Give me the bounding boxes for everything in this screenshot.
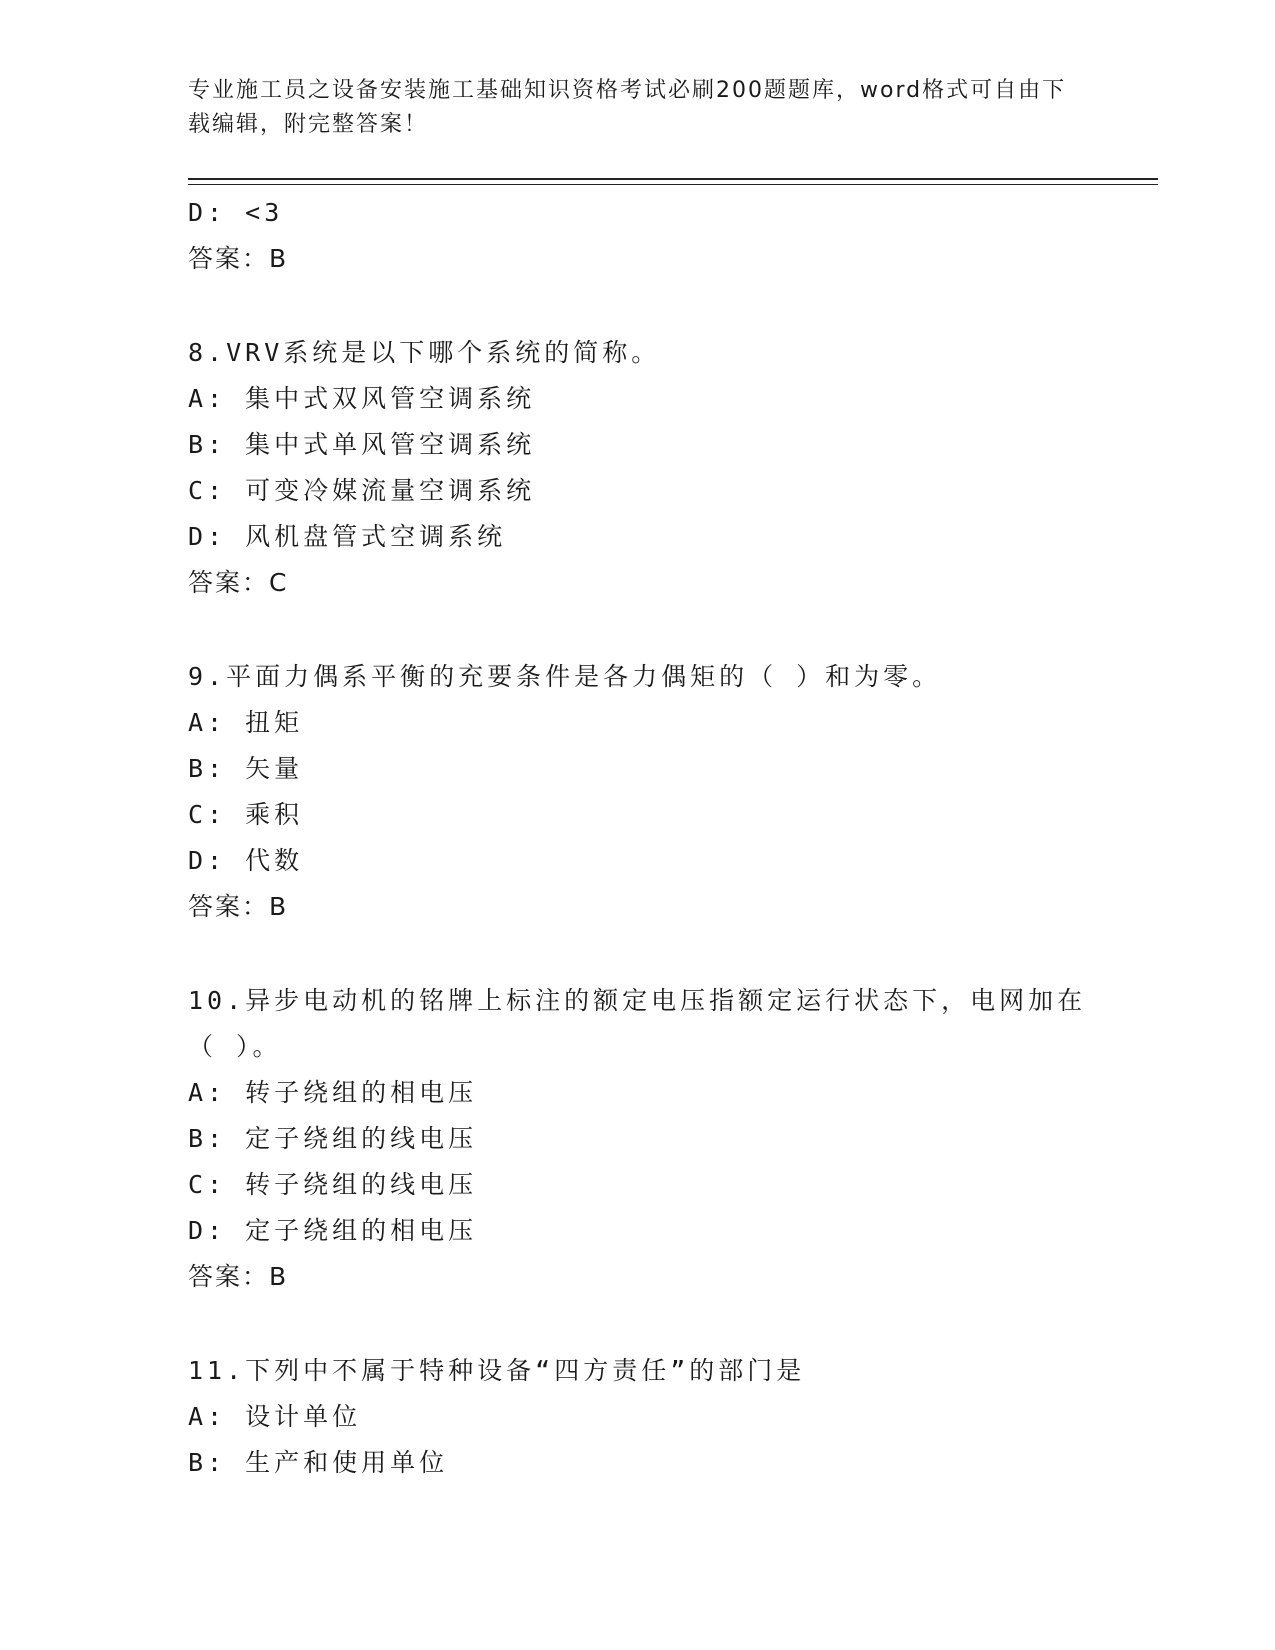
option-b: B: 生产和使用单位	[188, 1448, 449, 1477]
question-text-line-1: 10.异步电动机的铭牌上标注的额定电压指额定运行状态下，电网加在	[188, 986, 1087, 1015]
option-c: C: 可变冷媒流量空调系统	[188, 476, 536, 505]
answer: 答案：B	[188, 244, 289, 273]
answer: 答案：B	[188, 1262, 289, 1291]
document-header: 专业施工员之设备安装施工基础知识资格考试必刷200题题库，word格式可自由下载编辑，附完整答案！	[188, 78, 1067, 137]
question-text: 8.VRV系统是以下哪个系统的简称。	[188, 338, 661, 367]
option-b: B: 矢量	[188, 754, 304, 783]
spacer	[188, 282, 1158, 330]
question-8	[188, 330, 1158, 606]
spacer	[188, 1300, 1158, 1348]
question-9	[188, 654, 1158, 930]
question-text: 9.平面力偶系平衡的充要条件是各力偶矩的（ ）和为零。	[188, 662, 942, 691]
option-b: B: 定子绕组的线电压	[188, 1124, 478, 1153]
option-a: A: 转子绕组的相电压	[188, 1078, 478, 1107]
spacer	[188, 606, 1158, 654]
question-11	[188, 1348, 1158, 1486]
option-c: C: 乘积	[188, 800, 304, 829]
spacer	[188, 930, 1158, 978]
header-divider-thin	[188, 184, 1158, 185]
header-divider-thick	[188, 178, 1158, 180]
option-a: A: 扭矩	[188, 708, 304, 737]
option-d: D: 风机盘管式空调系统	[188, 522, 507, 551]
option-b: B: 集中式单风管空调系统	[188, 430, 536, 459]
option-d: D: <3	[188, 198, 284, 227]
option-c: C: 转子绕组的线电压	[188, 1170, 478, 1199]
answer: 答案：B	[188, 892, 289, 921]
question-7-tail	[188, 190, 1158, 282]
question-list	[188, 190, 1158, 1486]
option-d: D: 代数	[188, 846, 304, 875]
question-text-line-2: （ ）。	[188, 1032, 282, 1061]
option-d: D: 定子绕组的相电压	[188, 1216, 478, 1245]
question-10	[188, 978, 1158, 1300]
answer: 答案：C	[188, 568, 289, 597]
option-a: A: 集中式双风管空调系统	[188, 384, 536, 413]
option-a: A: 设计单位	[188, 1402, 362, 1431]
question-text: 11.下列中不属于特种设备“四方责任”的部门是	[188, 1356, 806, 1385]
